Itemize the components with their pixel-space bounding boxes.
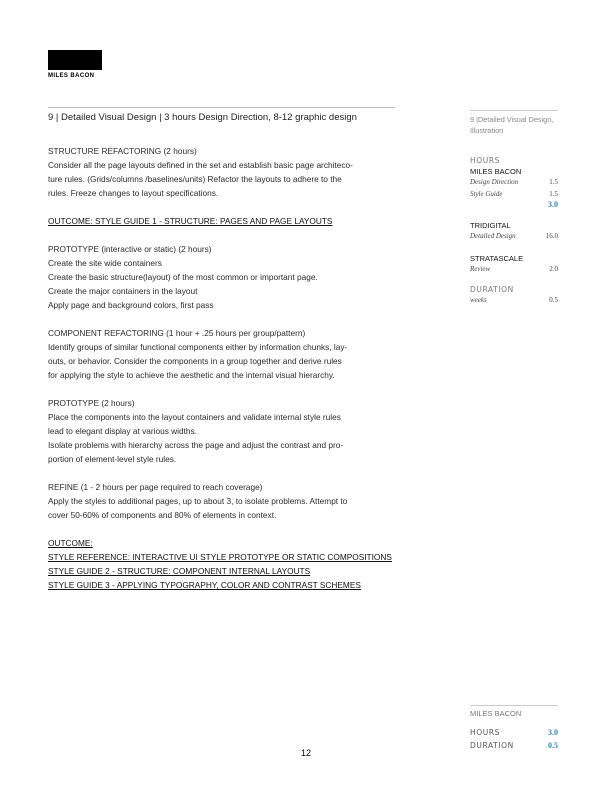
body-line: cover 50-60% of components and 80% of elements in context. bbox=[48, 510, 277, 520]
body-line: Isolate problems with hierarchy across the page and adjust the contrast and pro- bbox=[48, 440, 344, 450]
logo-mark bbox=[48, 50, 102, 70]
paragraph-gap bbox=[48, 522, 395, 536]
hours-row-value: 1.5 bbox=[549, 190, 558, 198]
hours-row bbox=[470, 230, 558, 242]
paragraph-gap bbox=[48, 228, 395, 242]
miles-bacon-total: 3.0 bbox=[548, 200, 558, 209]
page-number: 12 bbox=[300, 748, 311, 758]
body-line: Create the major containers in the layout bbox=[48, 286, 198, 296]
body-line: PROTOTYPE (interactive or static) (2 hours) bbox=[48, 244, 212, 254]
summary-hours-value: 3.0 bbox=[548, 728, 558, 737]
body-line: Identify groups of similar functional components either by information chunks, lay- bbox=[48, 342, 348, 352]
body-line: for applying the style to achieve the aesthetic and the internal visual hierarchy. bbox=[48, 370, 335, 380]
company-stratascale: STRATASCALE bbox=[470, 254, 524, 263]
outcome-line: STYLE GUIDE 3 - APPLYING TYPOGRAPHY, COLOR AND CONTRAST SCHEMES bbox=[48, 580, 361, 590]
sidebar-rule bbox=[470, 110, 558, 111]
stratascale-rows bbox=[470, 263, 558, 275]
title-rule bbox=[48, 107, 395, 108]
body-line: Apply the styles to additional pages, up to about 3, to isolate problems. Attempt to bbox=[48, 496, 348, 506]
sidebar-title: 9 |Detailed Visual Design, Illustration bbox=[470, 115, 554, 135]
company-miles-bacon: MILES BACON bbox=[470, 167, 522, 176]
summary-box bbox=[470, 705, 558, 752]
hours-row-value: 16.0 bbox=[545, 232, 558, 240]
hours-row-value: 1.5 bbox=[549, 178, 558, 186]
hours-row-value: 2.0 bbox=[549, 265, 558, 273]
tridigital-rows bbox=[470, 230, 558, 242]
body-line: outs, or behavior. Consider the components in a group together and derive rules bbox=[48, 356, 342, 366]
body-line: COMPONENT REFACTORING (1 hour + .25 hours per group/pattern) bbox=[48, 328, 306, 338]
body-line: REFINE (1 - 2 hours per page required to reach coverage) bbox=[48, 482, 263, 492]
summary-company: MILES BACON bbox=[470, 709, 522, 718]
hours-row-label: Design Direction bbox=[470, 178, 519, 186]
page-title: 9 | Detailed Visual Design | 3 hours Design Direction, 8-12 graphic design bbox=[48, 112, 357, 123]
body-line: Place the components into the layout containers and validate internal style rules bbox=[48, 412, 341, 422]
body-line: lead to elegant display at various widths. bbox=[48, 426, 197, 436]
body-text bbox=[48, 144, 395, 592]
outcome-line: STYLE GUIDE 2 - STRUCTURE: COMPONENT INTERNAL LAYOUTS bbox=[48, 566, 311, 576]
body-line: Create the site wide containers bbox=[48, 258, 162, 268]
paragraph-gap bbox=[48, 466, 395, 480]
company-tridigital: TRIDIGITAL bbox=[470, 221, 511, 230]
body-line: Apply page and background colors, first pass bbox=[48, 300, 214, 310]
hours-row-label: weeks bbox=[470, 296, 487, 304]
duration-label: DURATION bbox=[470, 285, 514, 294]
hours-row bbox=[470, 294, 558, 306]
summary-duration-value: 0.5 bbox=[548, 741, 558, 750]
miles-bacon-rows bbox=[470, 176, 558, 200]
hours-label: HOURS bbox=[470, 156, 501, 165]
outcome-line: STYLE REFERENCE: INTERACTIVE UI STYLE PROTOTYPE OR STATIC COMPOSITIONS bbox=[48, 552, 392, 562]
hours-row-label: Review bbox=[470, 265, 491, 273]
body-line: Create the basic structure(layout) of the most common or important page. bbox=[48, 272, 318, 282]
hours-row-value: 0.5 bbox=[549, 296, 558, 304]
main-content bbox=[48, 107, 395, 592]
sidebar bbox=[470, 110, 558, 306]
hours-row bbox=[470, 176, 558, 188]
outcome-line: OUTCOME: bbox=[48, 538, 93, 548]
hours-row-label: Style Guide bbox=[470, 190, 503, 198]
summary-hours bbox=[470, 726, 558, 739]
summary-duration-label: DURATION bbox=[470, 741, 514, 750]
duration-rows bbox=[470, 294, 558, 306]
paragraph-gap bbox=[48, 200, 395, 214]
body-line: PROTOTYPE (2 hours) bbox=[48, 398, 135, 408]
paragraph-gap bbox=[48, 312, 395, 326]
outcome-line: OUTCOME: STYLE GUIDE 1 - STRUCTURE: PAGES AND PAGE LAYOUTS bbox=[48, 216, 333, 226]
body-line: Consider all the page layouts defined in the set and establish basic page architeco- bbox=[48, 160, 353, 170]
hours-row bbox=[470, 188, 558, 200]
hours-row-label: Detailed Design bbox=[470, 232, 516, 240]
hours-row bbox=[470, 263, 558, 275]
body-line: portion of element-level style rules. bbox=[48, 454, 177, 464]
summary-rule bbox=[470, 705, 558, 706]
summary-hours-label: HOURS bbox=[470, 728, 501, 737]
body-line: rules. Freeze changes to layout specifications. bbox=[48, 188, 219, 198]
body-line: ture rules. (Grids/columns /baselines/units) Refactor the layouts to adhere to the bbox=[48, 174, 342, 184]
logo-text: MILES BACON bbox=[48, 73, 95, 79]
body-line: STRUCTURE REFACTORING (2 hours) bbox=[48, 146, 197, 156]
paragraph-gap bbox=[48, 382, 395, 396]
